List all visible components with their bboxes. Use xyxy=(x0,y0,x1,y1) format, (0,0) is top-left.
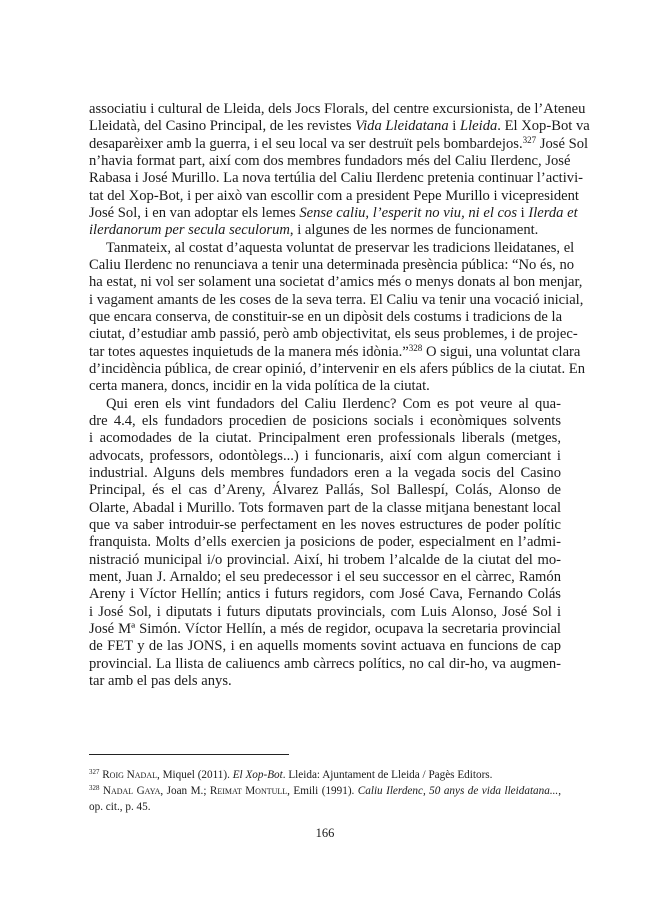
footnote xyxy=(89,783,561,815)
text-run: , i algunes de les normes de funcionament. xyxy=(289,222,539,239)
footnote-ref: 327 xyxy=(522,134,537,145)
text-run: Tanmateix, al costat d’aquesta voluntat de preservar les tradicions lleidatanes, el xyxy=(106,239,575,256)
text-line xyxy=(89,569,561,586)
text-run: Areny i Víctor Hellín; antics i futurs regidors, com José Cava, Fernando Colás xyxy=(89,586,561,603)
footnotes xyxy=(89,767,561,816)
text-run: Qui eren els vint fundadors del Caliu Ilerdenc? Com es pot veure al qua- xyxy=(106,395,561,412)
footnote xyxy=(89,767,561,783)
text-line xyxy=(89,309,561,326)
text-line xyxy=(89,222,561,239)
text-line xyxy=(89,799,561,815)
italic-text: Vida Lleidatana xyxy=(355,118,449,135)
text-run: , Miquel (2011). xyxy=(156,769,233,781)
text-run: , Emili (1991). xyxy=(287,785,358,798)
text-run: franquista. Molts d’ells exercien ja posicions de poder, especialment en l’admi- xyxy=(89,534,561,551)
footnote-separator xyxy=(89,754,289,755)
text-run: ciutat, d’estudiar amb passió, però amb objectivitat, els seus problemes, i de projec- xyxy=(89,326,578,343)
text-run: , xyxy=(558,785,562,798)
text-run: certa manera, doncs, incidir en la vida política de la ciutat. xyxy=(89,378,430,395)
text-run: José Mª Simón. Víctor Hellín, a més de regidor, ocupava la secretaria provincial xyxy=(89,620,561,637)
page-number: 166 xyxy=(315,826,335,840)
footnote-ref: 327 xyxy=(89,768,100,777)
text-line xyxy=(89,170,583,187)
text-run: que encara conserva, de constituir-se en un dipòsit dels costums i tradicions de la xyxy=(89,308,563,325)
text-line xyxy=(89,552,561,569)
text-line xyxy=(89,239,575,257)
footnote-ref: 328 xyxy=(89,784,100,793)
text-run: i acomodades de la ciutat. Principalment eren professionals liberals (metges, xyxy=(89,430,561,447)
text-run: Lleidatà, del Casino Principal, de les revistes xyxy=(89,118,356,135)
text-line xyxy=(89,482,561,499)
author-name: Reimat Montull xyxy=(209,785,288,798)
text-run: i José Sol, i diputats i futurs diputats provincials, com Luis Alonso, José Sol i xyxy=(89,603,561,620)
text-run: tat del Xop-Bot, i per això van escollir com a president Pepe Murillo i vicepresident xyxy=(89,187,579,204)
text-line xyxy=(89,767,561,783)
text-line xyxy=(89,586,561,603)
text-line xyxy=(89,517,561,534)
text-run: . El Xop-Bot va xyxy=(497,118,590,135)
text-run: ha estat, ni vol ser solament una societat d’amics més o menys donats al bon menjar, xyxy=(89,274,583,291)
author-name: Nadal Gaya xyxy=(102,785,161,798)
text-run: Caliu Ilerdenc no renunciava a tenir una determinada presència pública: “No és, no xyxy=(89,256,575,273)
paragraph xyxy=(89,101,590,240)
text-line xyxy=(89,465,561,482)
text-run: O sigui, una voluntat clara xyxy=(422,343,581,360)
text-line xyxy=(89,291,584,309)
italic-text: ilerdanorum per secula seculorum xyxy=(89,222,290,239)
text-run: Principal, és el cas d’Areny, Álvarez Pallás, Sol Ballespí, Colás, Alonso de xyxy=(89,482,561,499)
text-line xyxy=(89,118,590,135)
text-run: tar totes aquestes inquietuds de la manera més idònia.” xyxy=(89,343,409,360)
text-line xyxy=(89,342,581,361)
text-line xyxy=(89,621,561,638)
italic-text: Sense caliu, l’esperit no viu, ni el cos xyxy=(299,204,517,221)
text-line xyxy=(89,152,571,170)
text-run: industrial. Alguns dels membres fundadors eren a la vegada socis del Casino xyxy=(89,464,561,481)
text-run: provincial. La llista de caliuencs amb càrrecs polítics, no cal dir-ho, va augmen- xyxy=(89,655,561,672)
text-run: ment, Juan J. Arnaldo; el seu predecessor i el seu successor en el càrrec, Ramón xyxy=(89,568,561,585)
text-run: nistració municipal i/o provincial. Així, hi trobem l’alcalde de la ciutat del mo- xyxy=(89,551,561,568)
text-line xyxy=(89,604,561,621)
text-run: desaparèixer amb la guerra, i el seu local va ser destruït pels bombardejos. xyxy=(89,135,523,152)
text-run: dre 4.4, els fundadors procedien de posicions socials i econòmiques solvents xyxy=(89,412,561,429)
text-line xyxy=(89,187,579,205)
text-run: , Joan M.; xyxy=(160,785,210,798)
text-line xyxy=(89,430,561,447)
text-run: op. cit., p. 45. xyxy=(89,801,151,814)
text-line xyxy=(89,500,561,517)
text-line xyxy=(89,673,561,690)
author-name: Roig Nadal xyxy=(102,769,157,781)
text-run: Olarte, Abadal i Murillo. Tots formaven part de la classe mitjana benestant local xyxy=(89,499,561,516)
text-run: que va saber introduir-se perfectament en les noves estructures de poder polític xyxy=(89,516,561,533)
text-line xyxy=(89,783,561,799)
footnote-ref: 328 xyxy=(408,342,423,353)
text-line xyxy=(89,274,583,291)
text-run: i vagament amants de les coses de la seva terra. El Caliu va tenir una vocació inicial, xyxy=(89,291,584,308)
italic-text: El Xop-Bot xyxy=(232,769,283,781)
paragraph xyxy=(89,396,561,691)
italic-text: Lleida xyxy=(460,118,498,135)
text-run: de FET y de las JONS, i en aquells moments sovint actuava en funcions de cap xyxy=(89,638,561,655)
text-run: advocats, professors, odontòlegs...) i funcionaris, així com algun comerciant i xyxy=(89,447,561,464)
text-line xyxy=(89,638,561,655)
text-line xyxy=(89,413,561,430)
text-run: Rabasa i José Murillo. La nova tertúlia del Caliu Ilerdenc pretenia continuar l’activi- xyxy=(89,170,583,187)
text-run: n’havia format part, així com dos membres fundadors més del Caliu Ilerdenc, José xyxy=(89,152,571,169)
text-line xyxy=(89,396,561,413)
text-line xyxy=(89,360,585,378)
text-line xyxy=(89,326,578,343)
text-line xyxy=(89,656,561,673)
text-run: tar amb el pas dels anys. xyxy=(89,672,232,689)
italic-text: Ilerda et xyxy=(528,204,578,221)
text-run: i xyxy=(517,204,529,221)
text-line xyxy=(89,448,561,465)
paragraph xyxy=(89,239,585,396)
italic-text: Caliu Ilerdenc, 50 anys de vida lleidatana... xyxy=(357,785,559,798)
text-line xyxy=(89,101,586,118)
text-run: . Lleida: Ajuntament de Lleida / Pagès Editors. xyxy=(282,769,493,781)
text-run: i xyxy=(448,118,460,135)
text-line xyxy=(89,256,575,274)
text-line xyxy=(89,378,561,395)
text-run: José Sol xyxy=(536,135,589,152)
text-line xyxy=(89,204,578,222)
text-run: José Sol, i en van adoptar els lemes xyxy=(89,204,300,221)
text-line xyxy=(89,534,561,551)
text-run: associatiu i cultural de Lleida, dels Jocs Florals, del centre excursionista, de l’Ateneu xyxy=(89,101,586,117)
text-line xyxy=(89,134,589,153)
body-text xyxy=(89,101,590,690)
text-run: d’incidència pública, de crear opinió, d’intervenir en els afers públics de la ciutat. En xyxy=(89,360,585,377)
